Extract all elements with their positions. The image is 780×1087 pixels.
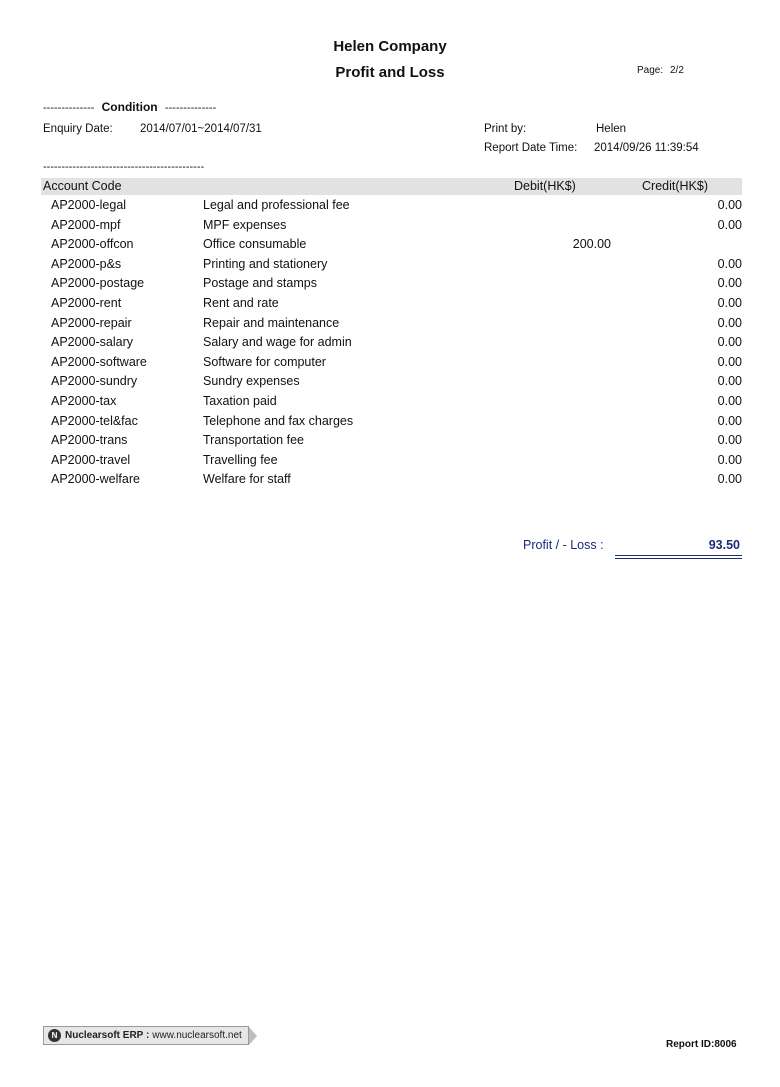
credit-amount: 0.00 [717,276,742,291]
condition-separator: -------------------------------------------- [43,161,205,173]
condition-dash-right: -------------- [164,102,217,114]
credit-amount: 0.00 [717,217,742,232]
account-code: AP2000-legal [51,198,127,212]
credit-amount: 0.00 [717,452,742,467]
account-code: AP2000-software [51,354,147,369]
brand-url: www.nuclearsoft.net [152,1030,242,1041]
credit-amount: 0.00 [717,472,742,487]
page-label: Page: [637,65,664,76]
page-number: 2/2 [670,65,684,76]
table-row [0,372,780,392]
profit-loss-value: 93.50 [708,538,740,552]
print-by-value: Helen [596,123,627,135]
account-description: Printing and stationery [203,256,328,271]
table-row [0,274,780,294]
enquiry-date-label: Enquiry Date: [43,123,113,135]
table-row [0,294,780,314]
profit-loss-label: Profit / - Loss : [523,538,604,552]
condition-heading [43,100,216,114]
logo-banner [43,1026,249,1045]
credit-amount: 0.00 [717,256,742,271]
account-description: Salary and wage for admin [203,335,352,350]
account-description: Telephone and fax charges [203,413,354,428]
table-row [0,255,780,275]
credit-amount: 0.00 [717,433,742,448]
column-header-debit: Debit(HK$) [514,179,576,193]
table-row [0,216,780,236]
table-row [0,235,780,255]
credit-amount: 0.00 [717,335,742,350]
account-code: AP2000-rent [51,295,122,310]
credit-amount: 0.00 [717,315,742,330]
account-description: Repair and maintenance [203,315,340,330]
report-time-value: 2014/09/26 11:39:54 [594,142,699,154]
table-row [0,333,780,353]
account-code: AP2000-trans [51,433,128,448]
table-row [0,412,780,432]
footer-logo [43,1027,257,1044]
condition-label: Condition [101,100,158,114]
debit-amount: 200.00 [572,237,611,252]
print-by-label: Print by: [484,123,527,135]
account-table [0,196,780,490]
chevron-right-icon [249,1027,257,1045]
account-code: AP2000-sundry [51,374,138,389]
account-code: AP2000-welfare [51,472,140,487]
account-description: Rent and rate [203,295,279,310]
account-description: Sundry expenses [203,374,300,389]
credit-amount: 0.00 [717,198,742,212]
account-description: Welfare for staff [203,472,291,487]
account-description: Legal and professional fee [203,198,350,212]
credit-amount: 0.00 [717,393,742,408]
account-code: AP2000-tel&fac [51,413,138,428]
credit-amount: 0.00 [717,295,742,310]
table-row [0,431,780,451]
account-code: AP2000-p&s [51,256,122,271]
table-row [0,451,780,471]
condition-dash-left: -------------- [43,102,95,114]
account-description: Software for computer [203,354,326,369]
account-description: Transportation fee [203,433,304,448]
table-header-bar [41,178,742,195]
table-row [0,392,780,412]
account-code: AP2000-postage [51,276,145,291]
report-title: Profit and Loss [335,64,445,81]
table-row [0,353,780,373]
account-code: AP2000-salary [51,335,133,350]
credit-amount: 0.00 [717,354,742,369]
account-code: AP2000-travel [51,452,131,467]
account-code: AP2000-mpf [51,217,121,232]
account-description: Taxation paid [203,393,277,408]
report-id: Report ID:8006 [666,1039,737,1050]
column-header-account-code: Account Code [43,179,122,193]
total-underline-top [615,555,742,556]
account-description: Office consumable [203,237,307,252]
nuclearsoft-logo-icon: N [48,1029,61,1042]
brand-name: Nuclearsoft ERP : [65,1030,150,1041]
account-description: MPF expenses [203,217,287,232]
company-name: Helen Company [333,38,447,55]
account-code: AP2000-tax [51,393,117,408]
account-code: AP2000-offcon [51,237,134,252]
table-row [0,196,780,216]
total-underline-bottom [615,558,742,559]
report-time-label: Report Date Time: [484,142,578,154]
table-row [0,314,780,334]
column-header-credit: Credit(HK$) [642,179,708,193]
account-code: AP2000-repair [51,315,132,330]
credit-amount: 0.00 [717,413,742,428]
account-description: Postage and stamps [203,276,317,291]
table-row [0,470,780,490]
account-description: Travelling fee [203,452,278,467]
credit-amount: 0.00 [717,374,742,389]
enquiry-date-value: 2014/07/01~2014/07/31 [140,123,262,135]
